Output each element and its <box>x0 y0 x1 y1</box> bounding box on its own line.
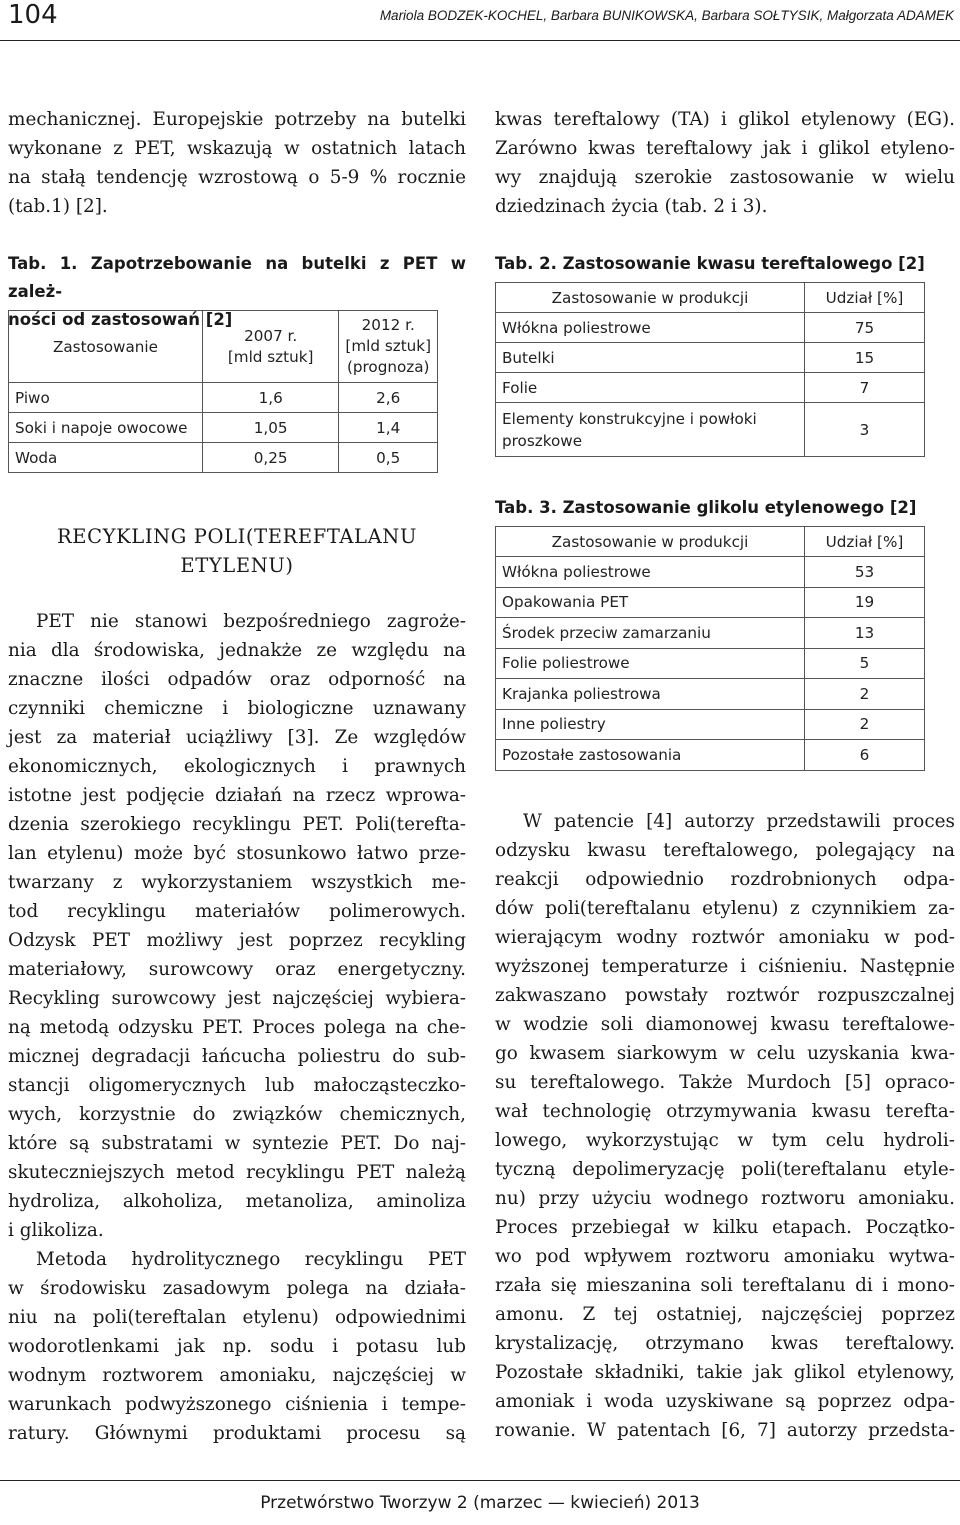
text-line: czynniki chemiczne i biologiczne uznawany <box>8 698 466 719</box>
table-cell: Folie poliestrowe <box>496 648 805 679</box>
table-header-row <box>496 527 925 557</box>
text-line: w wodzie soli diamonowej kwasu tereftalowe- <box>495 1014 955 1035</box>
text-line: ratury. Głównymi produktami procesu są <box>8 1423 466 1444</box>
text-line: w środowisku zasadowym polega na działa- <box>8 1278 466 1299</box>
text-line: Metoda hydrolitycznego recyklingu PET <box>36 1249 466 1270</box>
table-cell: 2 <box>805 709 925 740</box>
cell-line: proszkowe <box>502 431 583 450</box>
table-cell: 1,4 <box>339 413 438 443</box>
table-cell: Inne poliestry <box>496 709 805 740</box>
right-paragraph <box>495 807 955 1445</box>
text-line: su tereftalowego. Także Murdoch [5] opraco- <box>495 1072 955 1093</box>
text-line: które są substratami w syntezie PET. Do naj- <box>8 1133 466 1154</box>
text-line: zakwaszano powstały roztwór rozpuszczalnej <box>495 985 955 1006</box>
header-line: 2007 r. <box>244 326 298 345</box>
footer-rule <box>0 1480 960 1481</box>
text-line: ekonomicznych, ekologicznych i prawnych <box>8 756 466 777</box>
table-row <box>9 383 438 413</box>
table-row <box>9 443 438 473</box>
text-line: wych, korzystnie do związków chemicznych, <box>8 1104 466 1125</box>
table-row <box>496 648 925 679</box>
text-line: Recykling surowcowy jest najczęściej wybiera- <box>8 988 466 1009</box>
text-line: wodnym roztworem amoniaku, najczęściej w <box>8 1365 466 1386</box>
text-line: reakcji odpowiednio rozdrobnionych odpa- <box>495 869 955 890</box>
text-line: kwas tereftalowy (TA) i glikol etylenowy (EG). <box>495 109 955 130</box>
text-line: mechanicznej. Europejskie potrzeby na butelki <box>8 109 466 130</box>
text-line: krystalizację, otrzymano kwas tereftalowy. <box>495 1333 955 1354</box>
table-cell: Włókna poliestrowe <box>496 557 805 588</box>
table2-caption: Tab. 2. Zastosowanie kwasu tereftalowego [2] <box>495 254 925 273</box>
text-line: nu) przy użyciu wodnego roztworu amoniaku. <box>495 1188 955 1209</box>
table-header-cell: Zastosowanie <box>9 311 203 383</box>
header-line: (prognoza) <box>346 358 430 376</box>
text-line: Proces przebiegał w kilku etapach. Początko- <box>495 1217 955 1238</box>
text-line: warunkach podwyższonego ciśnienia i tempe- <box>8 1394 466 1415</box>
table-cell: 3 <box>805 403 925 457</box>
table-cell: 13 <box>805 618 925 649</box>
text-line: wo pod wpływem roztworu amoniaku wytwa- <box>495 1246 955 1267</box>
text-line: wy znajdują szerokie zastosowanie w wielu <box>495 167 955 188</box>
header-line: [mld sztuk] <box>345 337 431 355</box>
table-row <box>496 679 925 710</box>
text-line: wodorotlenkami jak np. sodu i potasu lub <box>8 1336 466 1357</box>
table-row <box>496 587 925 618</box>
text-line: materiałowy, surowcowy oraz energetyczny. <box>8 959 466 980</box>
text-line: W patencie [4] autorzy przedstawili proces <box>523 811 955 832</box>
text-line: dów poli(tereftalanu etylenu) z czynnikiem za- <box>495 898 955 919</box>
text-line: lan etylenu) może być stosunkowo łatwo prze- <box>8 843 466 864</box>
table-cell: 75 <box>805 313 925 343</box>
text-line: tod recyklingu materiałów polimerowych. <box>8 901 466 922</box>
text-line: jest za materiał uciążliwy [3]. Ze względów <box>8 727 466 748</box>
table-row <box>496 740 925 771</box>
text-line: niu na poli(tereftalan etylenu) odpowiednimi <box>8 1307 466 1328</box>
text-line: PET nie stanowi bezpośredniego zagroże- <box>36 611 466 632</box>
table-header-cell <box>202 311 338 383</box>
text-line: na stałą tendencję wzrostową o 5-9 % rocznie <box>8 167 466 188</box>
text-line: go kwasem siarkowym w celu uzyskania kwa- <box>495 1043 955 1064</box>
text-line: amoniak i woda uzyskiwane są poprzez odpa- <box>495 1391 955 1412</box>
header-line: [mld sztuk] <box>227 347 314 366</box>
table-cell <box>496 403 805 457</box>
table-header-cell: Zastosowanie w produkcji <box>496 527 805 557</box>
text-line: hydroliza, alkoholiza, metanoliza, aminoliza <box>8 1191 466 1212</box>
table-header-cell: Udział [%] <box>805 283 925 313</box>
table-cell: Soki i napoje owocowe <box>9 413 203 443</box>
table-cell: Piwo <box>9 383 203 413</box>
table1 <box>8 310 438 473</box>
heading-line: RECYKLING POLI(TEREFTALANU <box>57 525 417 548</box>
journal-footer: Przetwórstwo Tworzyw 2 (marzec — kwiecień) 2013 <box>260 1493 700 1513</box>
table-cell: 1,05 <box>202 413 338 443</box>
text-line: Zarówno kwas tereftalowy jak i glikol etyleno- <box>495 138 955 159</box>
text-line: znaczne ilości odpadów oraz odporność na <box>8 669 466 690</box>
table-cell: 2,6 <box>339 383 438 413</box>
text-line: stancji oligomerycznych lub małocząsteczko- <box>8 1075 466 1096</box>
text-line: amonu. Z tej ostatniej, najczęściej poprzez <box>495 1304 955 1325</box>
caption-line: Tab. 1. Zapotrzebowanie na butelki z PET w zależ- <box>8 254 466 301</box>
caption-line: ności od zastosowań [2] <box>8 310 233 329</box>
table-cell: Pozostałe zastosowania <box>496 740 805 771</box>
table-row <box>9 413 438 443</box>
text-line: dziedzinach życia (tab. 2 i 3). <box>495 196 768 217</box>
table-cell: 1,6 <box>202 383 338 413</box>
text-line: wał technologię otrzymywania kwasu terefta- <box>495 1101 955 1122</box>
section-heading <box>8 522 466 580</box>
text-line: twarzany z wykorzystaniem wszystkich me- <box>8 872 466 893</box>
text-line: ną metodą odzysku PET. Proces polega na che- <box>8 1017 466 1038</box>
cell-line: Elementy konstrukcyjne i powłoki <box>502 409 757 428</box>
table-cell: Butelki <box>496 343 805 373</box>
table-cell: 15 <box>805 343 925 373</box>
text-line: tyczną depolimeryzację poli(tereftalanu etyle- <box>495 1159 955 1180</box>
left-intro-paragraph <box>8 105 466 221</box>
text-line: odzysku kwasu tereftalowego, polegający na <box>495 840 955 861</box>
table-header-row <box>496 283 925 313</box>
text-line: (tab.1) [2]. <box>8 196 108 217</box>
table-cell: Włókna poliestrowe <box>496 313 805 343</box>
table-cell: Środek przeciw zamarzaniu <box>496 618 805 649</box>
running-head-authors: Mariola BODZEK-KOCHEL, Barbara BUNIKOWSKA, Barbara SOŁTYSIK, Małgorzata ADAMEK <box>379 8 954 23</box>
text-line: rowanie. W patentach [6, 7] autorzy przedsta- <box>495 1420 955 1441</box>
table-header-cell <box>339 311 438 383</box>
table-row <box>496 373 925 403</box>
text-line: rzała się mieszanina soli tereftalanu di i mono- <box>495 1275 955 1296</box>
text-line: wykonane z PET, wskazują w ostatnich latach <box>8 138 466 159</box>
header-rule <box>0 40 960 41</box>
table-header-row <box>9 311 438 383</box>
right-intro-paragraph <box>495 105 955 221</box>
text-line: wierającym wodny roztwór amoniaku w pod- <box>495 927 955 948</box>
table-cell: 0,25 <box>202 443 338 473</box>
left-paragraph-1 <box>8 607 466 1448</box>
table3 <box>495 526 925 771</box>
table-row <box>496 403 925 457</box>
text-line: Odzysk PET możliwy jest poprzez recykling <box>8 930 466 951</box>
table2 <box>495 282 925 457</box>
table-row <box>496 618 925 649</box>
header-line: 2012 r. <box>361 316 415 334</box>
text-line: skuteczniejszych metod recyklingu PET należą <box>8 1162 466 1183</box>
table-header-cell: Udział [%] <box>805 527 925 557</box>
heading-line: ETYLENU) <box>180 554 294 577</box>
page-number: 104 <box>8 0 58 30</box>
table-row <box>496 343 925 373</box>
table-row <box>496 709 925 740</box>
table-row <box>496 557 925 588</box>
table-header-cell: Zastosowanie w produkcji <box>496 283 805 313</box>
table-cell: 0,5 <box>339 443 438 473</box>
table-cell: 2 <box>805 679 925 710</box>
table-cell: Folie <box>496 373 805 403</box>
table-cell: 6 <box>805 740 925 771</box>
table-cell: 7 <box>805 373 925 403</box>
text-line: istotne jest podjęcie działań na rzecz wprowa- <box>8 785 466 806</box>
table-cell: Opakowania PET <box>496 587 805 618</box>
text-line: i glikoliza. <box>8 1220 104 1241</box>
table3-caption: Tab. 3. Zastosowanie glikolu etylenowego [2] <box>495 498 917 517</box>
text-line: Pozostałe składniki, takie jak glikol etylenowy, <box>495 1362 955 1383</box>
text-line: lowego, wykorzystując w tym celu hydroli- <box>495 1130 955 1151</box>
table-row <box>496 313 925 343</box>
text-line: dzenia szerokiego recyklingu PET. Poli(terefta- <box>8 814 466 835</box>
table-cell: Krajanka poliestrowa <box>496 679 805 710</box>
table-cell: 19 <box>805 587 925 618</box>
table-cell: 5 <box>805 648 925 679</box>
table-cell: Woda <box>9 443 203 473</box>
text-line: nia dla środowiska, jednakże ze względu na <box>8 640 466 661</box>
text-line: wyższonej temperaturze i ciśnieniu. Następnie <box>495 956 955 977</box>
table-cell: 53 <box>805 557 925 588</box>
text-line: micznej degradacji łańcucha poliestru do sub- <box>8 1046 466 1067</box>
